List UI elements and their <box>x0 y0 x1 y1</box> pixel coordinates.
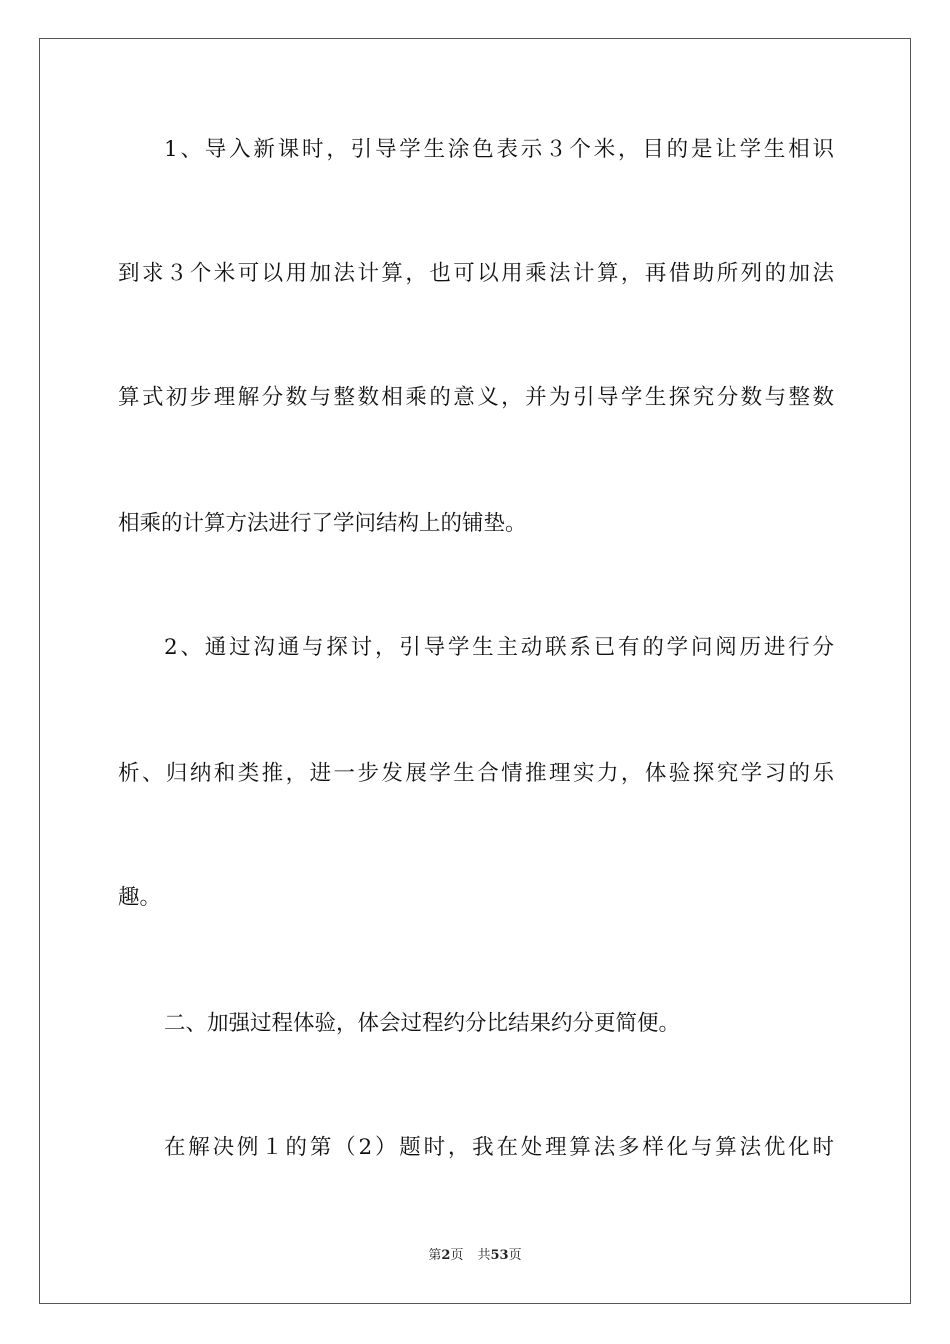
paragraph-line: 析、归纳和类推，进一步发展学生合情推理实力，体验探究学习的乐 <box>118 761 834 786</box>
page-number: 2 <box>441 1248 451 1263</box>
page-border <box>39 38 911 1304</box>
page-footer <box>0 1246 950 1266</box>
page-suffix: 页 <box>450 1248 464 1263</box>
paragraph-line: 趣。 <box>118 885 162 910</box>
paragraph-line: 2、通过沟通与探讨，引导学生主动联系已有的学问阅历进行分 <box>164 635 834 660</box>
page-prefix: 第 <box>428 1248 442 1263</box>
total-suffix: 页 <box>508 1248 522 1263</box>
total-pages: 53 <box>490 1248 509 1263</box>
paragraph-line: 到求３个米可以用加法计算，也可以用乘法计算，再借助所列的加法 <box>118 261 834 286</box>
paragraph-line: 算式初步理解分数与整数相乘的意义，并为引导学生探究分数与整数 <box>118 385 834 410</box>
total-prefix: 共 <box>477 1248 491 1263</box>
paragraph-line: 在解决例１的第（2）题时，我在处理算法多样化与算法优化时 <box>164 1135 834 1160</box>
paragraph-line: 相乘的计算方法进行了学问结构上的铺垫。 <box>118 511 527 536</box>
section-heading: 二、加强过程体验，体会过程约分比结果约分更简便。 <box>164 1011 681 1036</box>
paragraph-line: 1、导入新课时，引导学生涂色表示３个米，目的是让学生相识 <box>164 137 834 162</box>
